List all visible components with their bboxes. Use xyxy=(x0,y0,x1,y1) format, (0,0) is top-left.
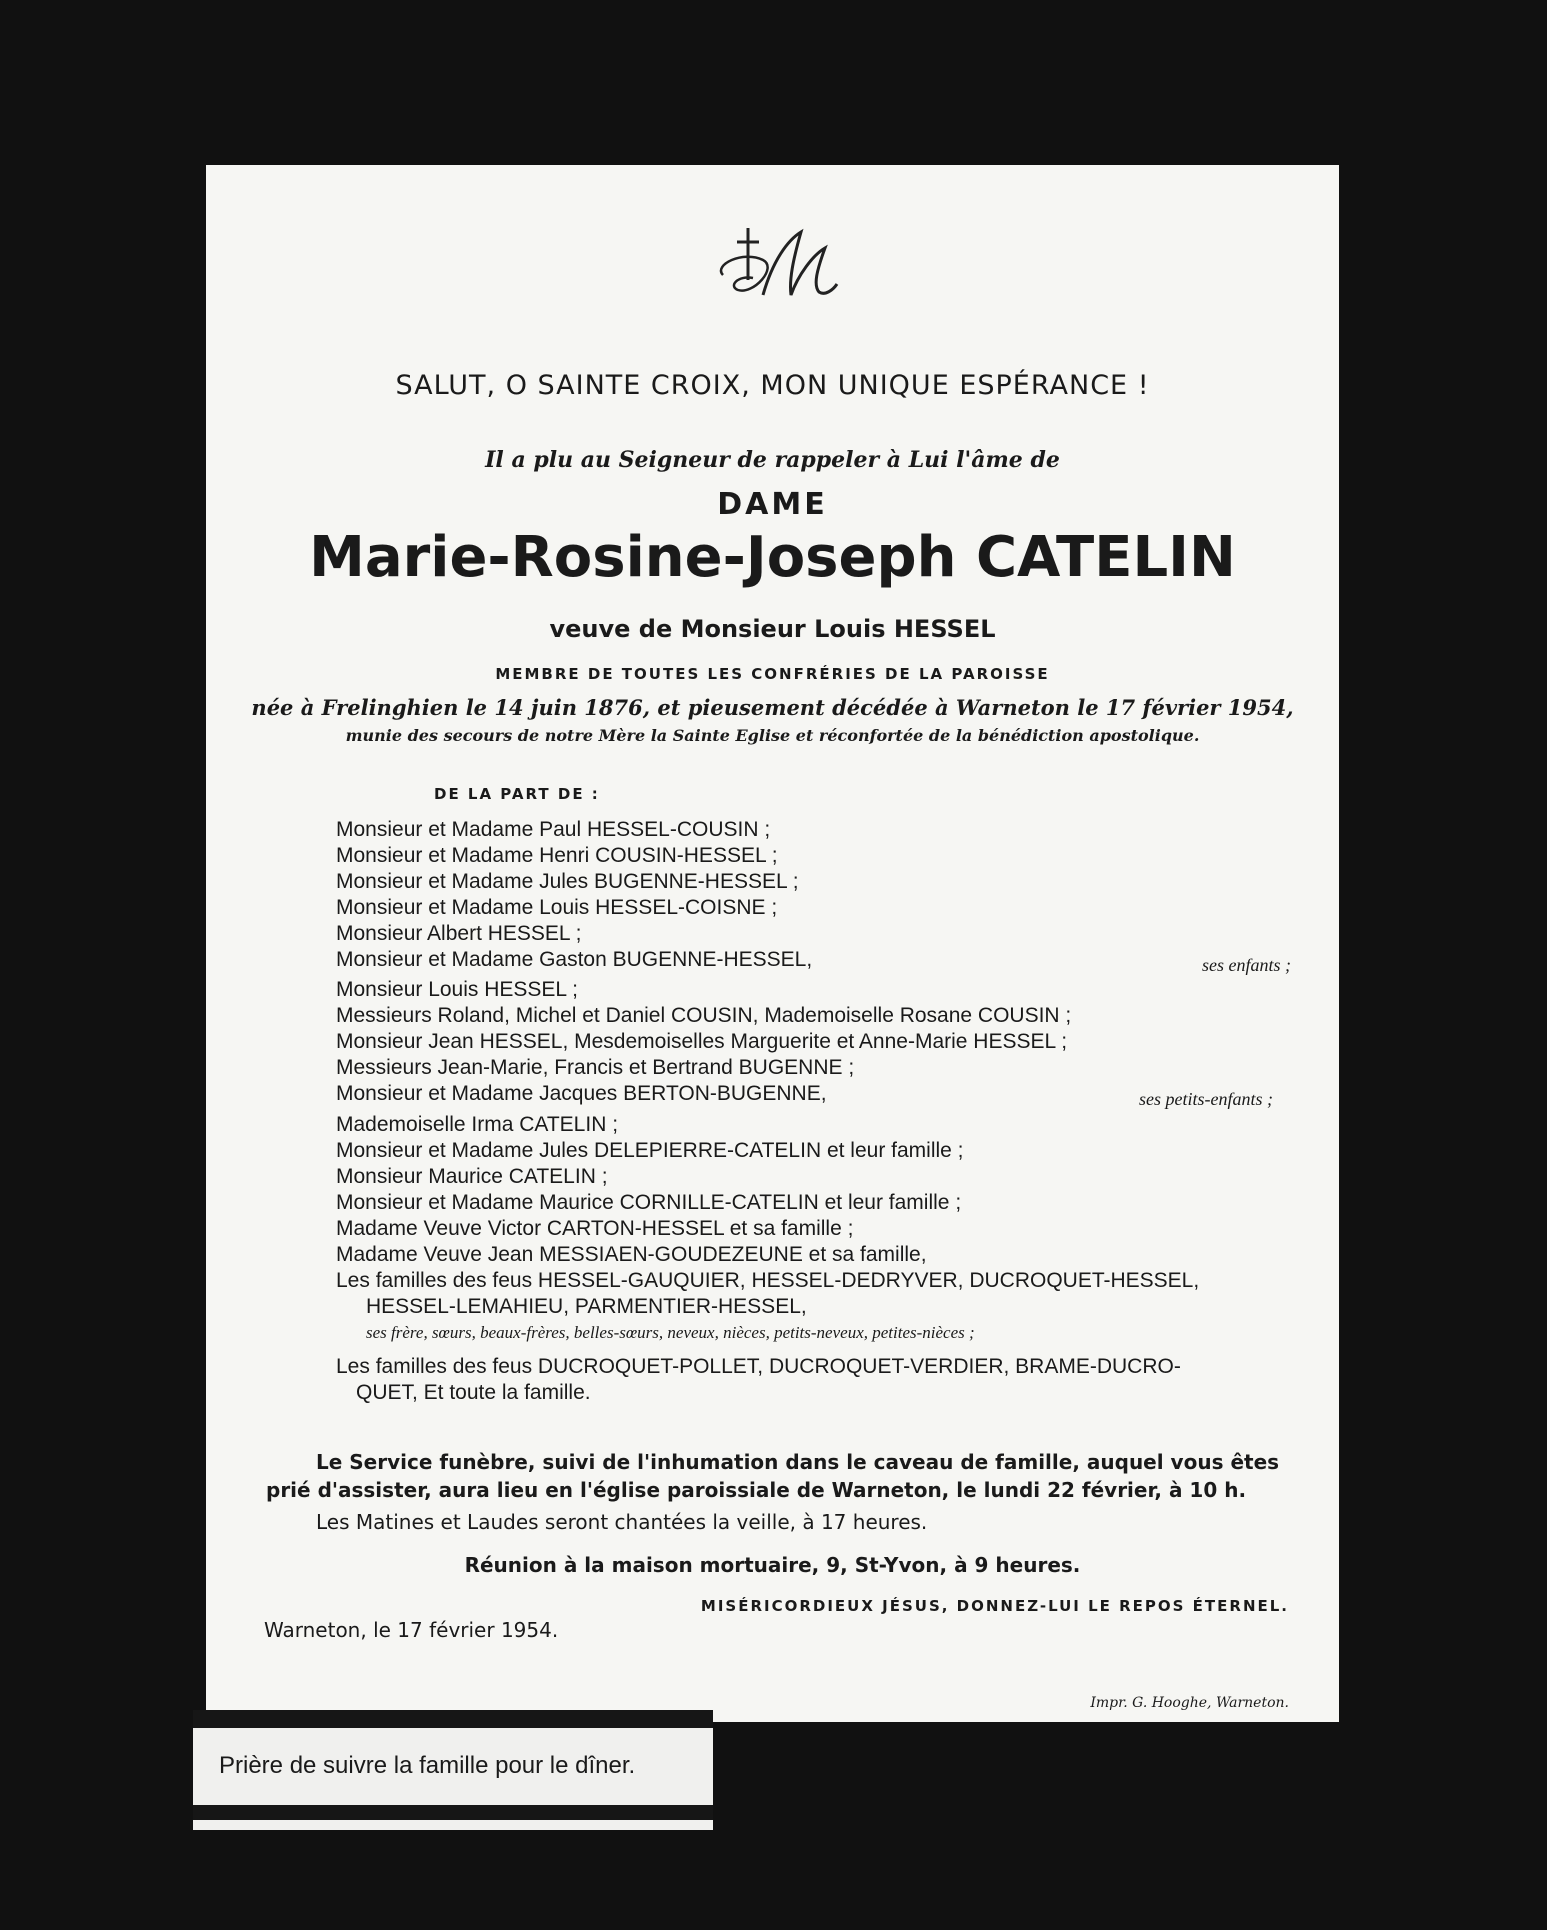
dinner-note: Prière de suivre la famille pour le dîner. xyxy=(219,1752,636,1779)
family-line: Monsieur Maurice CATELIN ; xyxy=(336,1165,608,1188)
pasted-note-strip xyxy=(193,1710,713,1830)
reunion-line: Réunion à la maison mortuaire, 9, St-Yvon, à 9 heures. xyxy=(464,1553,1081,1577)
widow-of: veuve de Monsieur Louis HESSEL xyxy=(549,615,996,643)
deceased-name: Marie-Rosine-Joseph CATELIN xyxy=(309,525,1236,590)
role-children: ses enfants ; xyxy=(1202,955,1291,975)
family-line: Messieurs Roland, Michel et Daniel COUSIN, Mademoiselle Rosane COUSIN ; xyxy=(336,1004,1072,1027)
family-line: HESSEL-LEMAHIEU, PARMENTIER-HESSEL, xyxy=(366,1295,807,1318)
matins-line: Les Matines et Laudes seront chantées la veille, à 17 heures. xyxy=(316,1510,928,1534)
intro-line: Il a plu au Seigneur de rappeler à Lui l'âme de xyxy=(485,447,1060,473)
role-grandchildren: ses petits-enfants ; xyxy=(1139,1089,1273,1109)
service-line-1: Le Service funèbre, suivi de l'inhumation dans le caveau de famille, auquel vous êtes xyxy=(316,1450,1280,1474)
membership: MEMBRE DE TOUTES LES CONFRÉRIES DE LA PAROISSE xyxy=(495,665,1050,683)
family-line: Les familles des feus DUCROQUET-POLLET, DUCROQUET-VERDIER, BRAME-DUCRO- xyxy=(336,1355,1181,1378)
motto: SALUT, O SAINTE CROIX, MON UNIQUE ESPÉRANCE ! xyxy=(395,370,1150,401)
family-line: Madame Veuve Victor CARTON-HESSEL et sa famille ; xyxy=(336,1217,854,1240)
family-line: Monsieur et Madame Jacques BERTON-BUGENNE, xyxy=(336,1082,827,1105)
honorific: DAME xyxy=(717,487,828,522)
family-line: Monsieur Louis HESSEL ; xyxy=(336,978,579,1001)
family-line: Monsieur et Madame Jules BUGENNE-HESSEL ; xyxy=(336,870,799,893)
place-date: Warneton, le 17 février 1954. xyxy=(264,1618,559,1642)
family-line: Mademoiselle Irma CATELIN ; xyxy=(336,1113,619,1136)
strip-bottom-band xyxy=(193,1805,713,1820)
family-line: Monsieur Jean HESSEL, Mesdemoiselles Marguerite et Anne-Marie HESSEL ; xyxy=(336,1030,1068,1053)
svg-text:✝M: ✝M xyxy=(771,316,774,317)
family-line: Monsieur et Madame Jules DELEPIERRE-CATELIN et leur famille ; xyxy=(336,1139,964,1162)
family-line: Monsieur et Madame Paul HESSEL-COUSIN ; xyxy=(336,818,771,841)
family-line: Monsieur et Madame Henri COUSIN-HESSEL ; xyxy=(336,844,778,867)
family-line: Les familles des feus HESSEL-GAUQUIER, HESSEL-DEDRYVER, DUCROQUET-HESSEL, xyxy=(336,1269,1200,1292)
cross-monogram-icon xyxy=(693,220,853,320)
role-siblings: ses frère, sœurs, beaux-frères, belles-sœurs, neveux, nièces, petits-neveux, petites-nièces ; xyxy=(366,1323,975,1342)
monogram-logo xyxy=(206,220,1339,324)
family-line: QUET, Et toute la famille. xyxy=(356,1381,591,1404)
family-line: Madame Veuve Jean MESSIAEN-GOUDEZEUNE et sa famille, xyxy=(336,1243,927,1266)
family-line: Monsieur et Madame Maurice CORNILLE-CATELIN et leur famille ; xyxy=(336,1191,962,1214)
prayer-line: MISÉRICORDIEUX JÉSUS, DONNEZ-LUI LE REPOS ÉTERNEL. xyxy=(700,1597,1289,1615)
family-line: Monsieur et Madame Gaston BUGENNE-HESSEL, xyxy=(336,948,813,971)
family-line: Monsieur et Madame Louis HESSEL-COISNE ; xyxy=(336,896,778,919)
strip-top-band xyxy=(193,1710,713,1728)
family-line: Messieurs Jean-Marie, Francis et Bertrand BUGENNE ; xyxy=(336,1056,855,1079)
family-line: Monsieur Albert HESSEL ; xyxy=(336,922,582,945)
obituary-card xyxy=(206,165,1339,1722)
sacraments: munie des secours de notre Mère la Sainte Eglise et réconfortée de la bénédiction apostolique. xyxy=(345,726,1200,745)
from-label: DE LA PART DE : xyxy=(434,785,600,803)
service-line-2: prié d'assister, aura lieu en l'église paroissiale de Warneton, le lundi 22 février, à 10 h. xyxy=(266,1478,1247,1502)
printer-credit: Impr. G. Hooghe, Warneton. xyxy=(1090,1695,1289,1711)
birth-death: née à Frelinghien le 14 juin 1876, et pieusement décédée à Warneton le 17 février 1954, xyxy=(251,695,1294,720)
